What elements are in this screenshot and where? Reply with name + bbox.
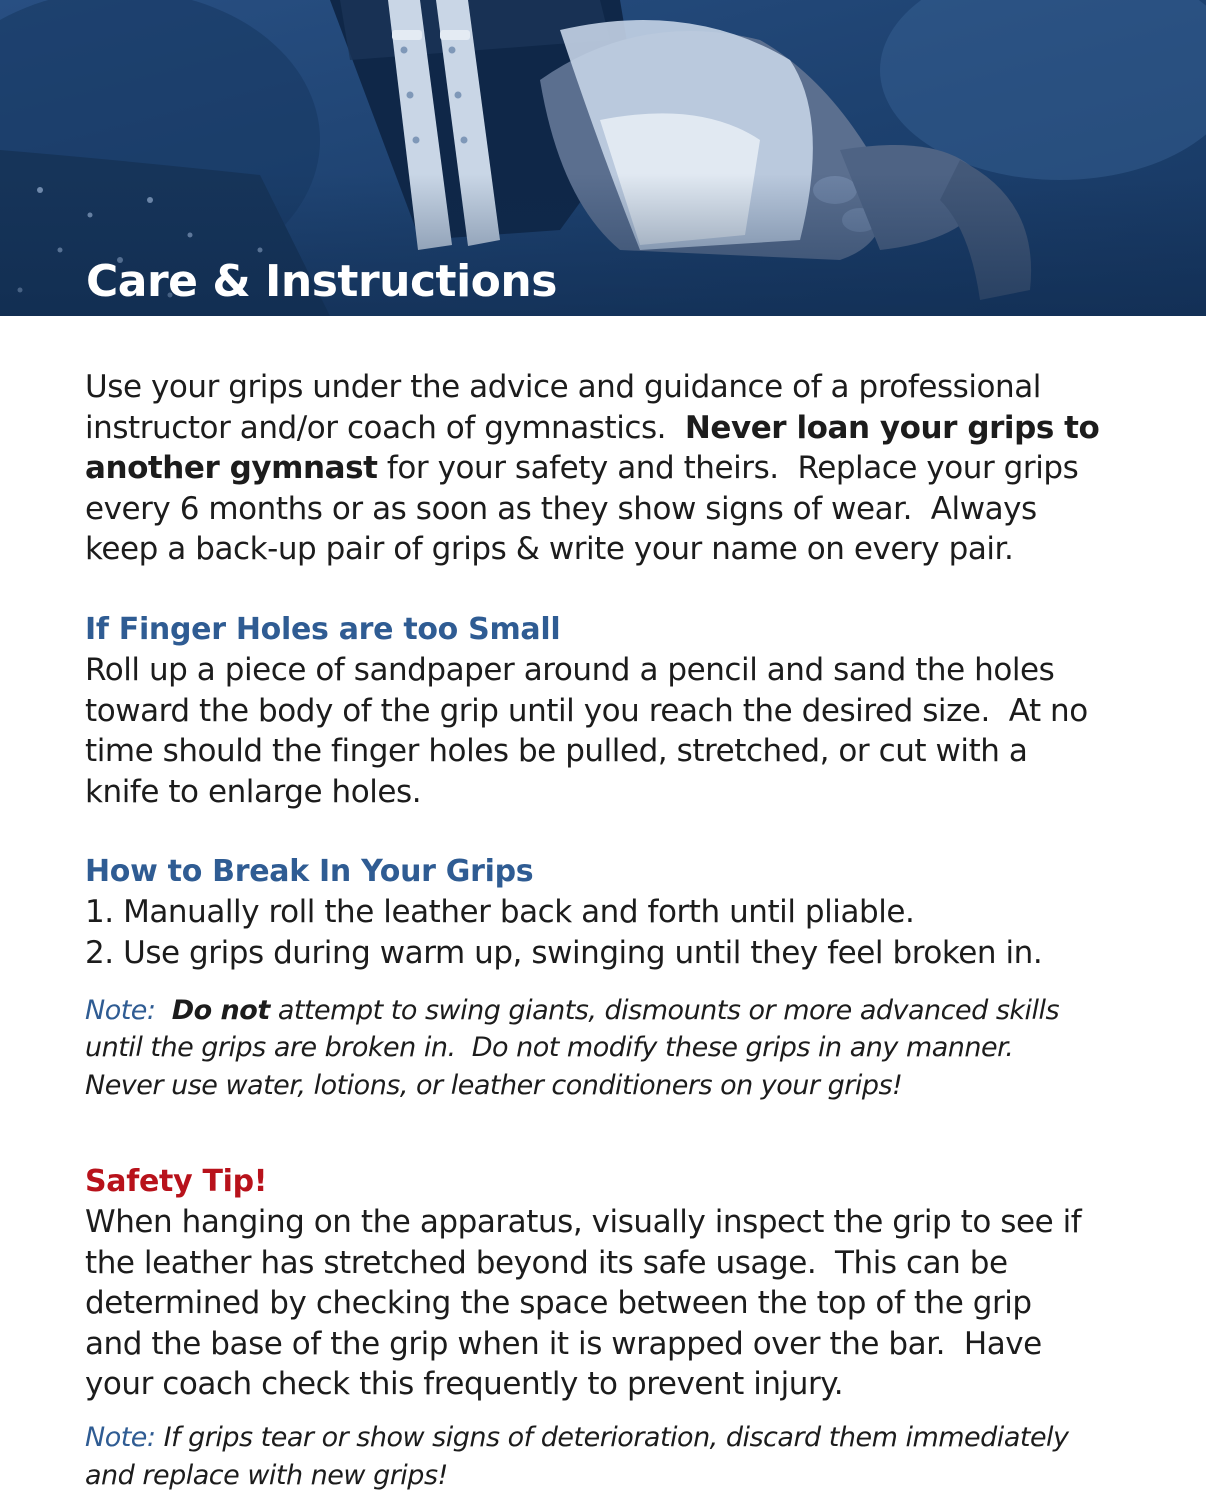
note-line: until the grips are broken in. Do not modify these grips in any manner. — [85, 1032, 1014, 1064]
break-in-step: 2. Use grips during warm up, swinging until they feel broken in. — [85, 934, 1043, 971]
note-line: and replace with new grips! — [85, 1459, 448, 1491]
note-bold-text: Do not — [171, 994, 270, 1026]
intro-text: instructor and/or coach of gymnastics. — [85, 409, 685, 446]
finger-holes-line: toward the body of the grip until you reach the desired size. At no — [85, 692, 1088, 729]
intro-bold-text: another gymnast — [85, 450, 378, 487]
safety-line: determined by checking the space between the top of the grip — [85, 1285, 1032, 1322]
instructions-body — [85, 367, 1145, 1494]
intro-bold-text: Never loan your grips to — [684, 409, 1100, 446]
intro-paragraph — [85, 367, 1145, 570]
finger-holes-line: time should the finger holes be pulled, stretched, or cut with a — [85, 733, 1028, 770]
safety-line: When hanging on the apparatus, visually inspect the grip to see if — [85, 1204, 1082, 1241]
note-text: If grips tear or show signs of deterioration, discard them immediately — [155, 1422, 1069, 1453]
hero-banner — [0, 0, 1206, 316]
finger-holes-line: Roll up a piece of sandpaper around a pencil and sand the holes — [85, 651, 1055, 688]
finger-holes-paragraph — [85, 650, 1145, 812]
note-label: Note: — [85, 994, 172, 1026]
safety-paragraph — [85, 1202, 1145, 1405]
safety-line: the leather has stretched beyond its safe usage. This can be — [85, 1244, 1008, 1281]
safety-line: and the base of the grip when it is wrapped over the bar. Have — [85, 1325, 1042, 1362]
note-label: Note: — [85, 1422, 156, 1453]
note-line: Never use water, lotions, or leather conditioners on your grips! — [85, 1069, 903, 1101]
finger-holes-heading: If Finger Holes are too Small — [85, 611, 561, 647]
break-in-note — [85, 992, 1145, 1105]
finger-holes-line: knife to enlarge holes. — [85, 773, 422, 810]
safety-note — [85, 1419, 1145, 1494]
note-line — [85, 1419, 1145, 1457]
intro-line — [85, 448, 1145, 489]
note-line — [85, 992, 1145, 1030]
break-in-steps — [85, 892, 1145, 973]
break-in-heading: How to Break In Your Grips — [85, 854, 534, 890]
safety-tip-heading: Safety Tip! — [85, 1164, 268, 1200]
break-in-step: 1. Manually roll the leather back and forth until pliable. — [85, 894, 915, 931]
intro-text: for your safety and theirs. Replace your grips — [377, 450, 1079, 487]
safety-line: your coach check this frequently to prevent injury. — [85, 1366, 844, 1403]
intro-line: keep a back-up pair of grips & write your name on every pair. — [85, 531, 1014, 568]
intro-line: every 6 months or as soon as they show signs of wear. Always — [85, 490, 1037, 527]
page-title: Care & Instructions — [86, 256, 557, 307]
note-text: attempt to swing giants, dismounts or more advanced skills — [269, 994, 1060, 1026]
intro-line — [85, 408, 1145, 449]
intro-line: Use your grips under the advice and guidance of a professional — [85, 369, 1041, 405]
